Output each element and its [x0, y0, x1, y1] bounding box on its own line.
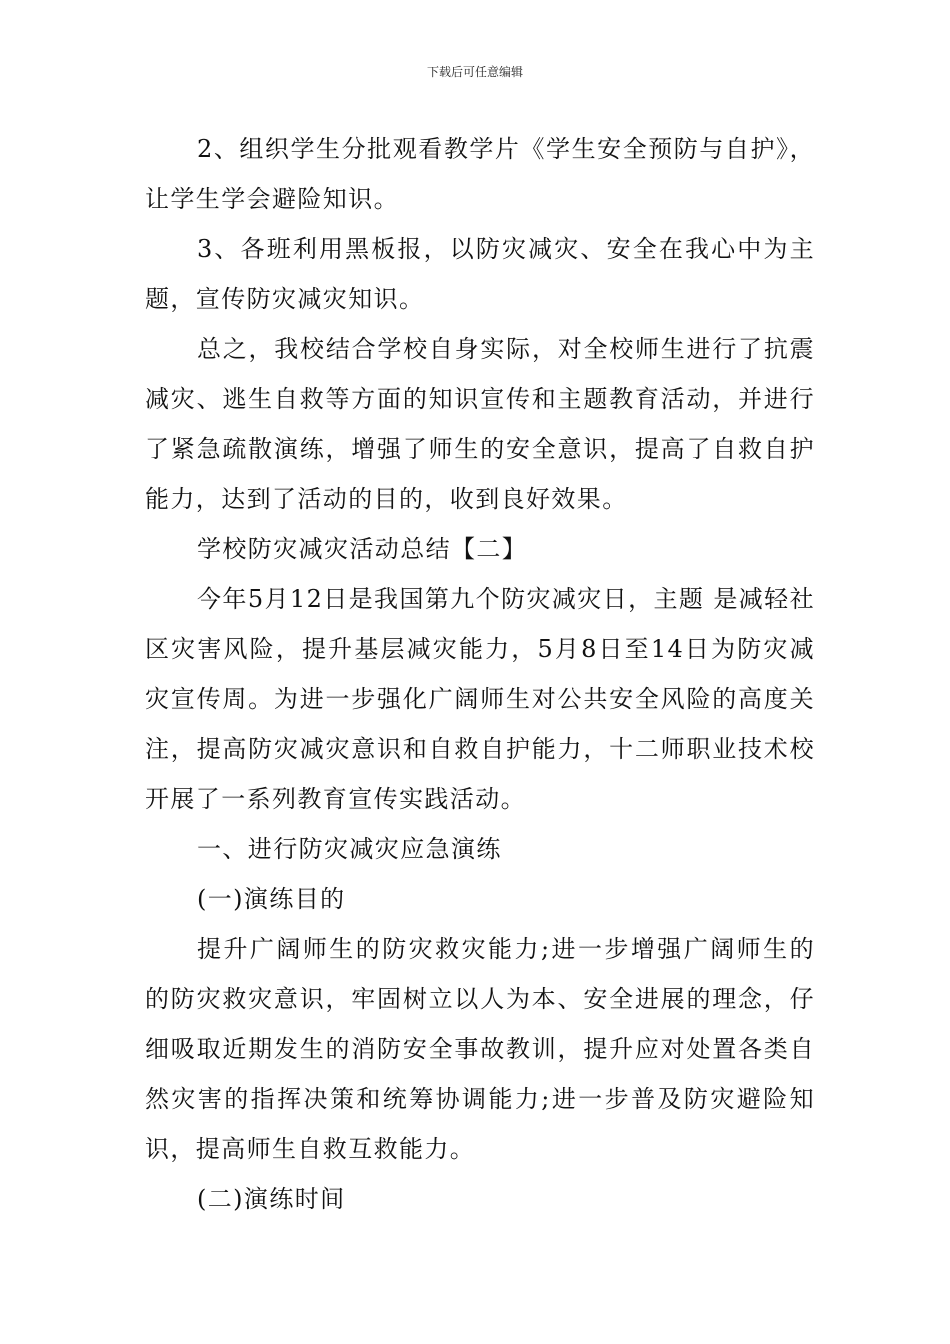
- section-title: 学校防灾减灾活动总结【二】: [197, 535, 528, 563]
- paragraph-intro: 今年5月12日是我国第九个防灾减灾日，主题 是减轻社区灾害风险，提升基层减灾能力，5月8日至14日为防灾减灾宣传周。为进一步强化广阔师生对公共安全风险的高度关注，提高防灾减灾意识和自救自护能力，十二师职业技术校开展了一系列教育宣传实践活动。: [145, 585, 815, 813]
- paragraph-item-2: 2、组织学生分批观看教学片《学生安全预防与自护》，让学生学会避险知识。: [145, 135, 815, 213]
- document-body: [145, 124, 815, 1224]
- subheading-time: (二)演练时间: [197, 1185, 346, 1213]
- page-header: 下载后可任意编辑: [426, 65, 523, 79]
- paragraph-summary: 总之，我校结合学校自身实际，对全校师生进行了抗震减灾、逃生自救等方面的知识宣传和主题教育活动，并进行了紧急疏散演练，增强了师生的安全意识，提高了自救自护能力，达到了活动的目的，收到良好效果。: [145, 335, 815, 513]
- paragraph-purpose: 提升广阔师生的防灾救灾能力;进一步增强广阔师生的的防灾救灾意识，牢固树立以人为本、安全进展的理念，仔细吸取近期发生的消防安全事故教训，提升应对处置各类自然灾害的指挥决策和统筹协调能力;进一步普及防灾避险知识，提高师生自救互救能力。: [145, 935, 815, 1163]
- paragraph-item-3: 3、各班利用黑板报，以防灾减灾、安全在我心中为主题，宣传防灾减灾知识。: [145, 235, 815, 313]
- subheading-purpose: (一)演练目的: [197, 885, 346, 913]
- heading-drill: 一、进行防灾减灾应急演练: [197, 835, 502, 863]
